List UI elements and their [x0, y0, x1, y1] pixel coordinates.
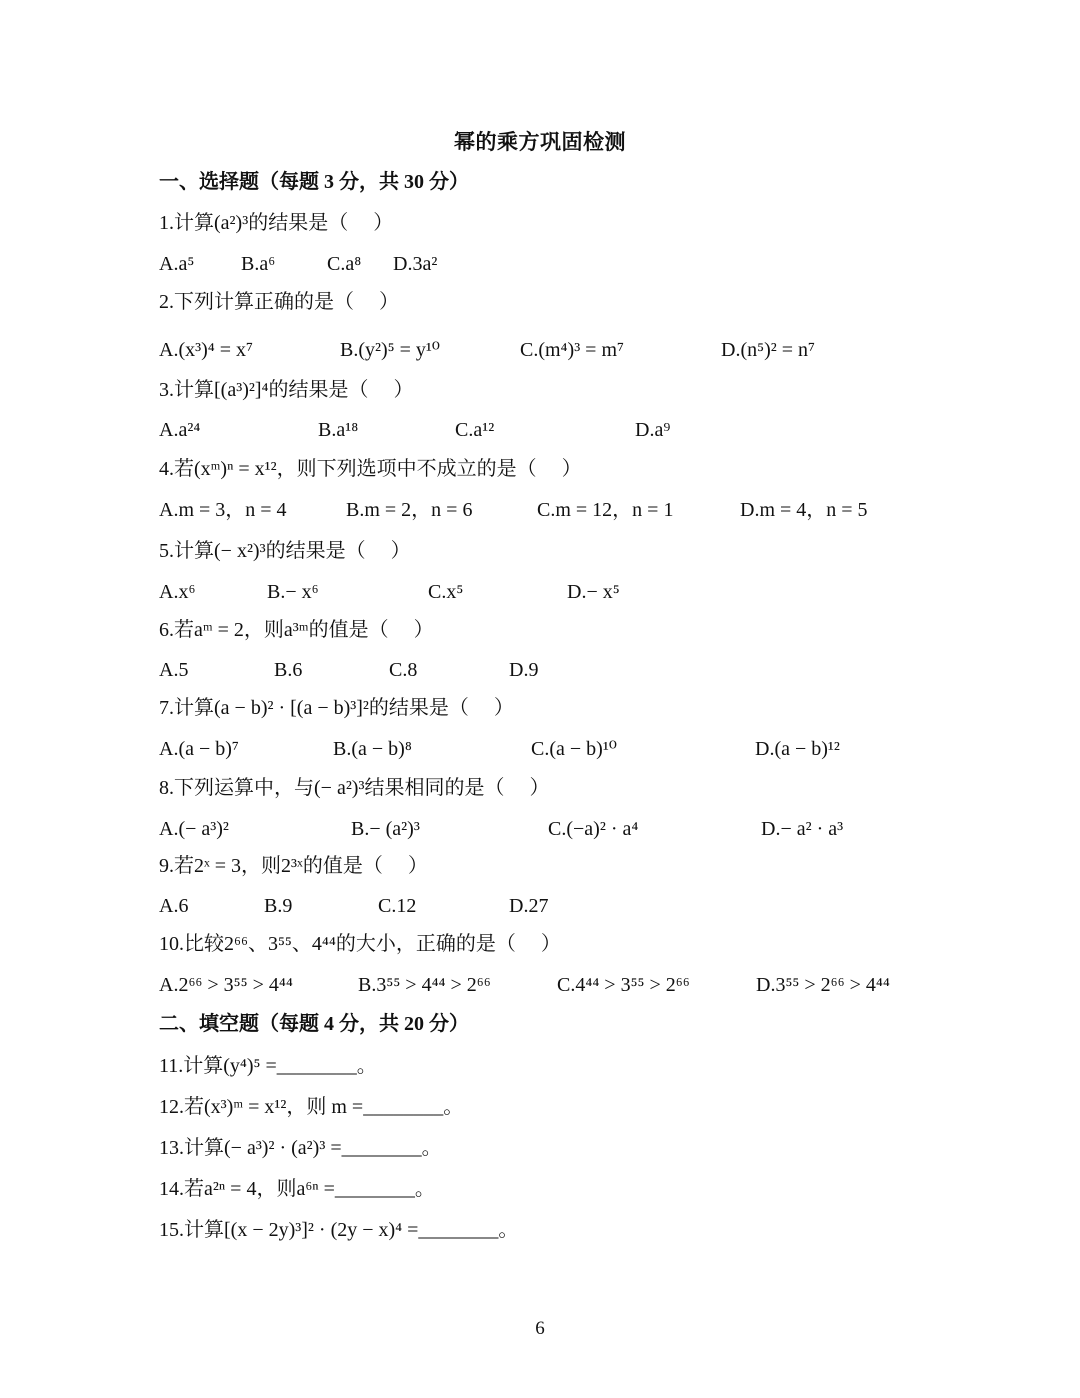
option-d: D.3a² [393, 253, 438, 275]
option-d: D.a⁹ [635, 419, 671, 441]
question-stem: 2.下列计算正确的是（ ） [159, 291, 399, 313]
option-d: D.9 [509, 659, 539, 681]
option-b: B.− x⁶ [267, 581, 319, 603]
option-a: A.(a − b)⁷ [159, 738, 239, 760]
question-stem: 4.若(xᵐ)ⁿ = x¹²，则下列选项中不成立的是（ ） [159, 458, 582, 480]
option-d: D.(a − b)¹² [755, 738, 840, 760]
page-title: 幂的乘方巩固检测 [454, 130, 626, 154]
option-d: D.27 [509, 895, 549, 917]
fill-question: 12.若(x³)ᵐ = x¹²，则 m =________。 [159, 1096, 464, 1118]
fill-question: 14.若a²ⁿ = 4，则a⁶ⁿ =________。 [159, 1178, 435, 1200]
option-a: A.a²⁴ [159, 419, 201, 441]
option-b: B.a⁶ [241, 253, 276, 275]
option-d: D.(n⁵)² = n⁷ [721, 339, 815, 361]
option-b: B.9 [264, 895, 293, 917]
option-a: A.5 [159, 659, 189, 681]
option-d: D.m = 4，n = 5 [740, 499, 868, 521]
question-stem: 6.若aᵐ = 2，则a³ᵐ的值是（ ） [159, 619, 434, 641]
option-b: B.3⁵⁵ > 4⁴⁴ > 2⁶⁶ [358, 974, 491, 996]
question-stem: 3.计算[(a³)²]⁴的结果是（ ） [159, 379, 414, 401]
option-a: A.2⁶⁶ > 3⁵⁵ > 4⁴⁴ [159, 974, 293, 996]
option-b: B.a¹⁸ [318, 419, 359, 441]
question-stem: 10.比较2⁶⁶、3⁵⁵、4⁴⁴的大小，正确的是（ ） [159, 933, 561, 955]
question-stem: 1.计算(a²)³的结果是（ ） [159, 212, 394, 234]
section-heading-choice: 一、选择题（每题 3 分，共 30 分） [159, 171, 469, 193]
question-stem: 7.计算(a − b)² · [(a − b)³]²的结果是（ ） [159, 697, 514, 719]
option-d: D.− x⁵ [567, 581, 620, 603]
option-c: C.x⁵ [428, 581, 464, 603]
option-c: C.m = 12，n = 1 [537, 499, 674, 521]
section-heading-fill: 二、填空题（每题 4 分，共 20 分） [159, 1013, 469, 1035]
option-a: A.6 [159, 895, 189, 917]
option-a: A.(− a³)² [159, 818, 229, 840]
option-b: B.m = 2，n = 6 [346, 499, 473, 521]
option-c: C.12 [378, 895, 417, 917]
option-a: A.x⁶ [159, 581, 196, 603]
fill-question: 15.计算[(x − 2y)³]² · (2y − x)⁴ =________。 [159, 1219, 519, 1241]
option-b: B.6 [274, 659, 303, 681]
page-number: 6 [535, 1318, 545, 1339]
fill-question: 13.计算(− a³)² · (a²)³ =________。 [159, 1137, 442, 1159]
option-c: C.a¹² [455, 419, 495, 441]
option-c: C.(m⁴)³ = m⁷ [520, 339, 624, 361]
option-c: C.4⁴⁴ > 3⁵⁵ > 2⁶⁶ [557, 974, 690, 996]
option-d: D.− a² · a³ [761, 818, 844, 840]
option-b: B.(a − b)⁸ [333, 738, 412, 760]
fill-question: 11.计算(y⁴)⁵ =________。 [159, 1055, 377, 1077]
option-a: A.(x³)⁴ = x⁷ [159, 339, 253, 361]
option-c: C.(a − b)¹⁰ [531, 738, 617, 760]
question-stem: 8.下列运算中，与(− a²)³结果相同的是（ ） [159, 777, 550, 799]
option-b: B.(y²)⁵ = y¹⁰ [340, 339, 440, 361]
question-stem: 9.若2ˣ = 3，则2³ˣ的值是（ ） [159, 855, 428, 877]
option-c: C.a⁸ [327, 253, 362, 275]
option-c: C.(−a)² · a⁴ [548, 818, 639, 840]
option-c: C.8 [389, 659, 418, 681]
option-b: B.− (a²)³ [351, 818, 420, 840]
question-stem: 5.计算(− x²)³的结果是（ ） [159, 540, 411, 562]
option-a: A.a⁵ [159, 253, 195, 275]
option-a: A.m = 3，n = 4 [159, 499, 287, 521]
option-d: D.3⁵⁵ > 2⁶⁶ > 4⁴⁴ [756, 974, 890, 996]
